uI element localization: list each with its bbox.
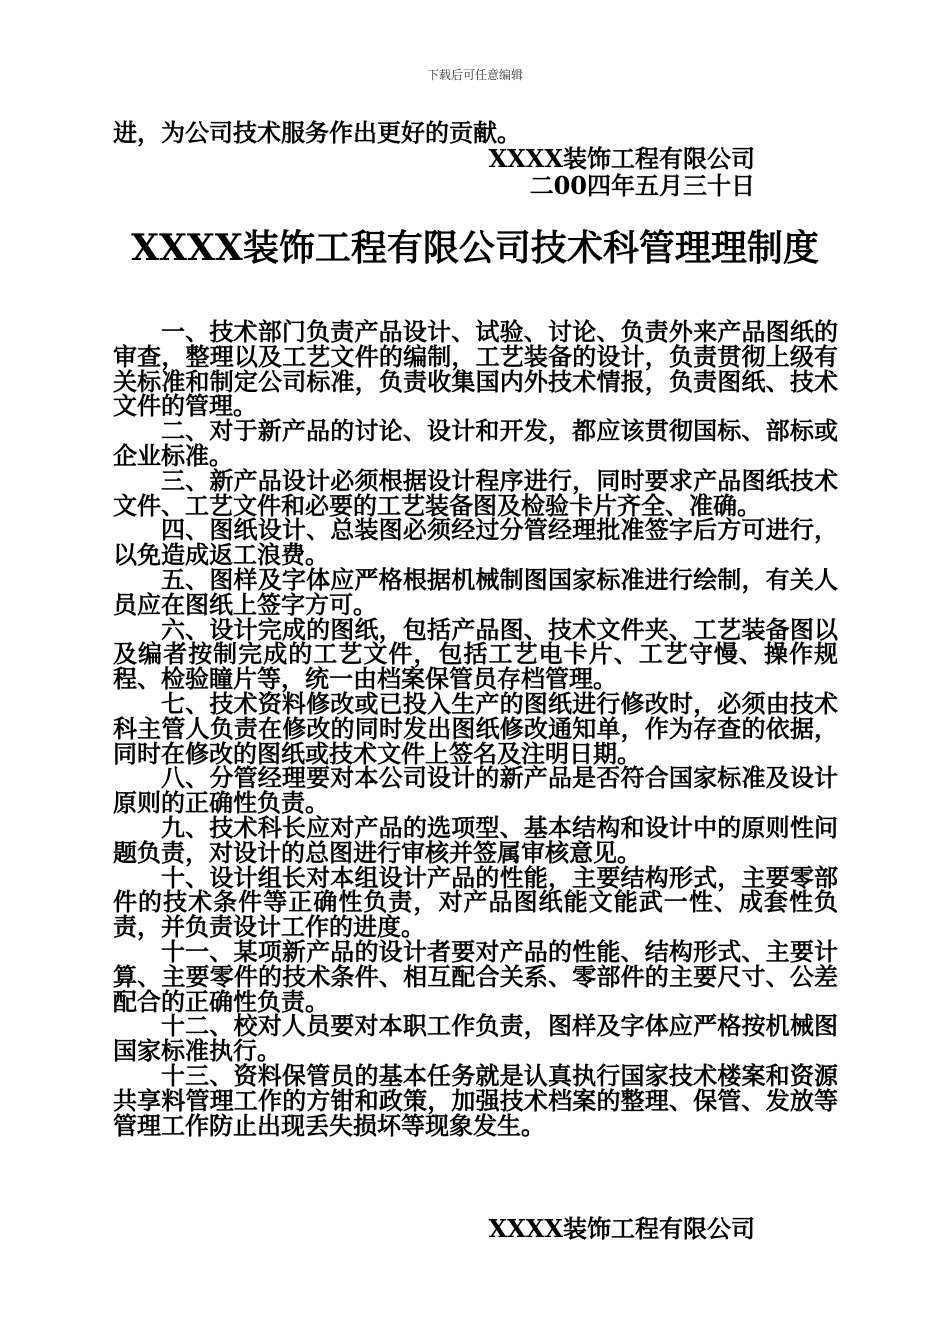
header-note: 下载后可任意编辑 (426, 68, 523, 82)
top-signature (470, 145, 755, 199)
clause-13: 十三、资料保管员的基本任务就是认真执行国家技术楼案和资源共享料管理工作的方钳和政策，加强技术档案的整理、保管、发放等管理工作防止出现丢失损坏等现象发生。 (113, 1060, 838, 1140)
clause-6: 六、设计完成的图纸，包括产品图、技术文件夹、工艺装备图以及编者按制完成的工艺文件，包括工艺电卡片、工艺守慢、操作规程、检验瞳片等，统一由档案保管员存档管理。 (113, 614, 838, 694)
clause-10: 十、设计组长对本组设计产品的性能，主要结构形式，主要零部件的技术条件等正确性负责，对产品图纸能文能武一性、成套性负责，并负责设计工作的进度。 (113, 862, 838, 942)
clause-4: 四、图纸设计、总装图必须经过分管经理批准签字后方可进行，以免造成返工浪费。 (113, 515, 838, 570)
clause-1: 一、技术部门负责产品设计、试验、讨论、负责外来产品图纸的审查，整理以及工艺文件的编制，工艺装备的设计，负责贯彻上级有关标准和制定公司标准，负责收集国内外技术情报，负责图纸、技术文件的管理。 (113, 317, 838, 421)
previous-page-tail: 进，为公司技术服务作出更好的贡献。 (113, 118, 521, 147)
clause-3: 三、新产品设计必须根据设计程序进行，同时要求产品图纸技术文件、工艺文件和必要的工艺装备图及检验卡片齐全、准确。 (113, 465, 838, 520)
clause-7: 七、技术资料修改或已投入生产的图纸进行修改时，必须由技术科主管人负责在修改的同时发出图纸修改通知单，作为存查的依据，同时在修改的图纸或技术文件上签名及注明日期。 (113, 688, 838, 768)
clause-8: 八、分管经理要对本公司设计的新产品是否符合国家标准及设计原则的正确性负责。 (113, 763, 838, 818)
clause-11: 十一、某项新产品的设计者要对产品的性能、结构形式、主要计算、主要零件的技术条件、相互配合关系、零部件的主要尺寸、公差配合的正确性负责。 (113, 936, 838, 1016)
top-signature-date: 二00四年五月三十日 (529, 171, 755, 200)
top-signature-company: XXXX装饰工程有限公司 (488, 144, 755, 173)
bottom-signature-company: XXXX装饰工程有限公司 (488, 1214, 755, 1243)
clause-list (113, 317, 838, 1140)
clause-9: 九、技术科长应对产品的选项型、基本结构和设计中的原则性问题负责，对设计的总图进行审核并签属审核意见。 (113, 812, 838, 867)
clause-2: 二、对于新产品的讨论、设计和开发，都应该贯彻国标、部标或企业标准。 (113, 416, 838, 470)
clause-12: 十二、校对人员要对本职工作负责，图样及字体应严格按机械图国家标准执行。 (113, 1011, 838, 1066)
document-title: XXXX装饰工程有限公司技术科管理理制度 (131, 227, 819, 269)
clause-5: 五、图样及字体应严格根据机械制图国家标准进行绘制，有关人员应在图纸上签字方可。 (113, 564, 838, 619)
